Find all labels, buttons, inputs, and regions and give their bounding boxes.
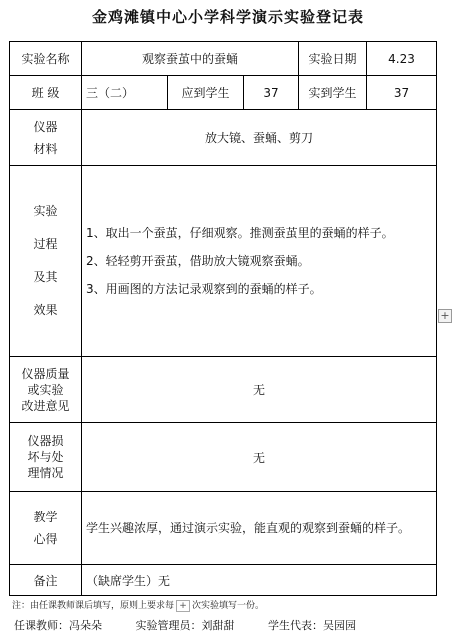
materials-label-line: 仪器 — [33, 119, 58, 134]
add-row-icon[interactable]: + — [438, 309, 452, 323]
process-label-line: 实验 — [33, 204, 58, 218]
row-materials — [10, 110, 437, 166]
actual-value: 37 — [367, 76, 437, 110]
damage-value: 无 — [82, 423, 437, 492]
remarks-value: （缺席学生）无 — [82, 565, 437, 596]
name-label: 实验名称 — [10, 42, 82, 76]
materials-label-line: 材料 — [33, 141, 58, 156]
footnote-text: 注：由任课教师课后填写，原则上要求每 — [12, 601, 175, 611]
footnote — [12, 598, 264, 612]
experiment-name: 观察蚕茧中的蚕蛹 — [82, 42, 299, 76]
process-label-line: 及其 — [33, 270, 58, 284]
quality-label-line: 或实验 — [27, 382, 64, 397]
footnote-text-end: 次实验填写一份。 — [192, 601, 265, 611]
process-label-line: 效果 — [33, 303, 58, 317]
row-class-students — [10, 76, 437, 110]
class-value: 三（二） — [82, 76, 168, 110]
quality-label-line: 改进意见 — [21, 398, 70, 413]
process-content — [82, 166, 437, 357]
reflection-text: 学生兴趣浓厚，通过演示实验，能直观的观察到蚕蛹的样子。 — [86, 521, 411, 535]
expected-value: 37 — [244, 76, 299, 110]
damage-label-line: 坏与处 — [27, 450, 64, 464]
damage-label — [10, 423, 82, 492]
reflection-label-line: 教学 — [33, 510, 58, 524]
teacher-signature: 任课教师：冯朵朵 — [14, 619, 102, 632]
row-quality — [10, 357, 437, 423]
quality-value: 无 — [82, 357, 437, 423]
damage-label-line: 理情况 — [27, 466, 64, 480]
process-label-line: 过程 — [33, 237, 58, 251]
plus-icon[interactable]: + — [176, 600, 190, 612]
reflection-label — [10, 492, 82, 565]
materials-value: 放大镜、蚕蛹、剪刀 — [82, 110, 437, 166]
row-remarks — [10, 565, 437, 596]
experiment-date: 4.23 — [367, 42, 437, 76]
process-step: 3、用画图的方法记录观察到的蚕蛹的样子。 — [86, 282, 322, 296]
reflection-value — [82, 492, 437, 565]
row-process — [10, 166, 437, 357]
actual-label: 实到学生 — [299, 76, 367, 110]
reflection-label-line: 心得 — [33, 532, 58, 546]
manager-signature: 实验管理员：刘甜甜 — [135, 619, 235, 632]
student-rep-signature: 学生代表：吴园园 — [268, 619, 356, 632]
quality-label — [10, 357, 82, 423]
process-step: 1、取出一个蚕茧，仔细观察。推测蚕茧里的蚕蛹的样子。 — [86, 226, 394, 240]
damage-label-line: 仪器损 — [27, 434, 64, 448]
class-label: 班 级 — [10, 76, 82, 110]
materials-label — [10, 110, 82, 166]
experiment-record-table — [9, 41, 437, 596]
process-step: 2、轻轻剪开蚕茧，借助放大镜观察蚕蛹。 — [86, 254, 310, 268]
page-title: 金鸡滩镇中心小学科学演示实验登记表 — [91, 8, 364, 26]
signature-line — [14, 617, 356, 633]
row-reflection — [10, 492, 437, 565]
process-label — [10, 166, 82, 357]
row-name-date — [10, 42, 437, 76]
date-label: 实验日期 — [299, 42, 367, 76]
expected-label: 应到学生 — [168, 76, 244, 110]
remarks-label: 备注 — [10, 565, 82, 596]
quality-label-line: 仪器质量 — [21, 366, 70, 381]
row-damage — [10, 423, 437, 492]
